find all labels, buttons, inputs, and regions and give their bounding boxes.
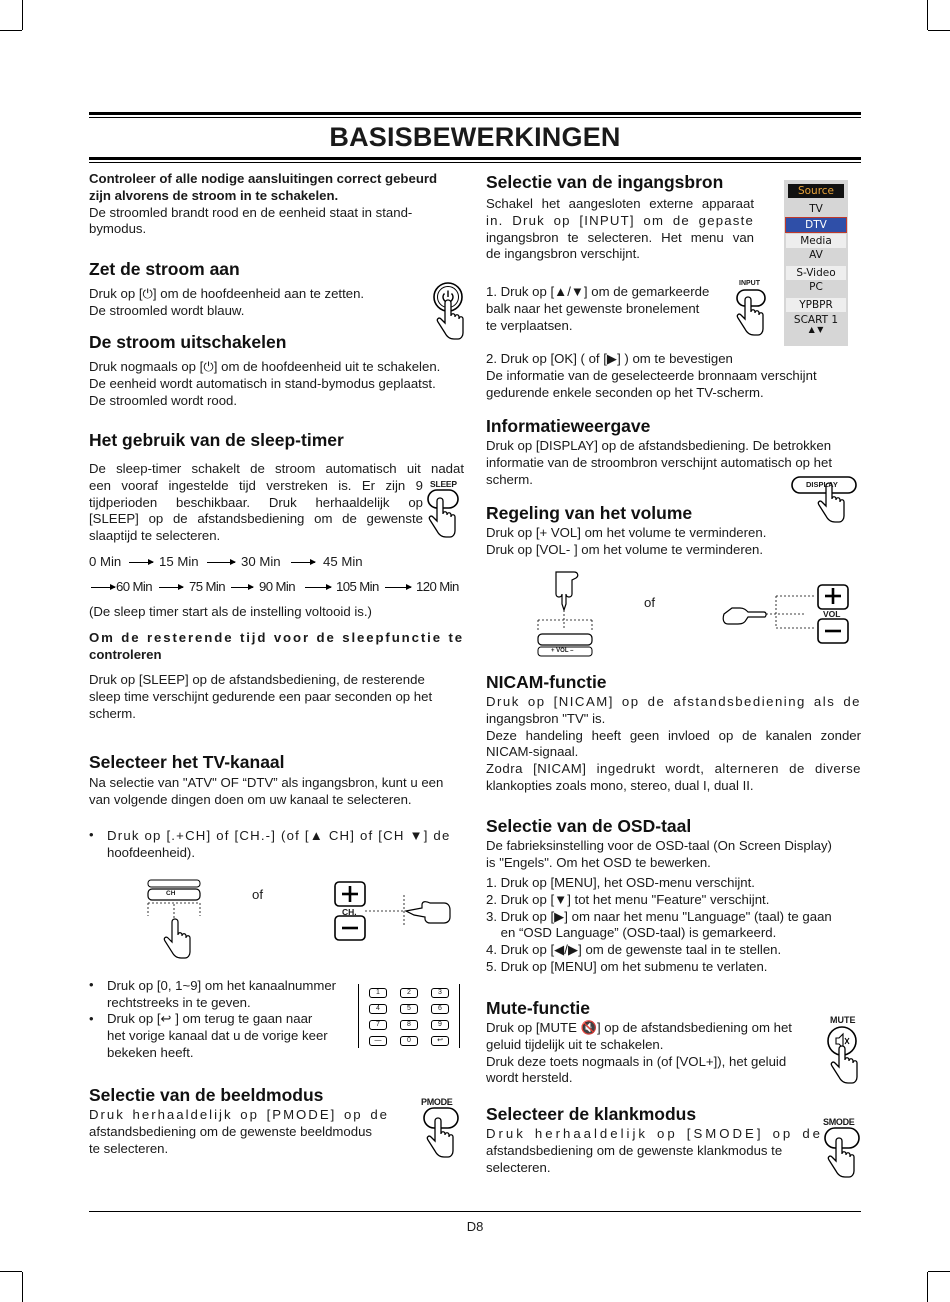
channel-bullet3: Druk op [↩ ] om terug te gaan naar het vorige kanaal dat u de vorige keer bekeken heeft. [107, 1011, 328, 1060]
power-off-text: Druk nogmaals op [⏻] om de hoofdeenheid uit te schakelen. De eenheid wordt automatisch in stand-bymodus geplaatst. De stroomled wordt rood. [89, 359, 441, 408]
channel-or-text: of [252, 887, 263, 902]
bullet: • [89, 827, 94, 842]
channel-text: Na selectie van "ATV" OF “DTV” als ingangsbron, kunt u een van volgende dingen doen om uw kanaal te selecteren. [89, 775, 444, 807]
channel-heading: Selecteer het TV-kanaal [89, 752, 285, 772]
sound-mode-heading: Selecteer de klankmodus [486, 1104, 697, 1124]
arrow-icon [207, 562, 235, 563]
volume-heading: Regeling van het volume [486, 503, 693, 523]
sleep-sequence-row1: 0 Min 15 Min 30 Min 45 Min [89, 554, 363, 569]
arrow-icon [231, 587, 253, 588]
display-button-label: DISPLAY [806, 480, 838, 489]
volume-remote-label: VOL [823, 609, 841, 619]
source-heading: Selectie van de ingangsbron [486, 172, 724, 192]
keypad-key[interactable]: 8 [400, 1020, 418, 1030]
crop-mark [0, 1271, 22, 1272]
title-rule-bottom [89, 157, 861, 160]
page-number: D8 [466, 1219, 484, 1234]
arrow-icon [129, 562, 153, 563]
source-step2: 2. Druk op [OK] ( of [▶] ) om te bevestigen De informatie van de geselecteerde bronnaam verschijnt gedurende enkele seconden op het TV-scherm. [486, 351, 817, 400]
source-menu [784, 180, 848, 346]
source-menu-item[interactable]: AV [809, 249, 823, 261]
crop-mark [928, 30, 950, 31]
sleep-button-hand-icon [426, 489, 460, 543]
sleep-text: De sleep-timer schakelt de stroom automatisch uit nadat een vooraf ingestelde tijd verstreken is. Er zijn 9 tijdperioden beschikbaar. Druk herhaaldelijk op [SLEEP] op de afstandsbediening om de gewenste slaaptijd te selecteren. [89, 461, 464, 544]
source-menu-item[interactable]: Media [786, 234, 846, 248]
info-heading: Informatieweergave [486, 416, 651, 436]
arrow-icon [159, 587, 183, 588]
power-on-text: Druk op [⏻] om de hoofdeenheid aan te zetten. De stroomled wordt blauw. [89, 286, 365, 318]
source-menu-item[interactable]: SCART 1 [793, 314, 839, 326]
power-off-heading: De stroom uitschakelen [89, 332, 287, 352]
footer-rule [89, 1211, 861, 1212]
sleep-heading: Het gebruik van de sleep-timer [89, 430, 344, 450]
page-title: BASISBEWERKINGEN [329, 122, 621, 152]
volume-text: Druk op [+ VOL] om het volume te verminderen. Druk op [VOL- ] om het volume te verminderen. [486, 525, 767, 557]
keypad-key[interactable]: 1 [369, 988, 387, 998]
smode-button-label: SMODE [823, 1117, 855, 1127]
keypad [358, 984, 460, 1048]
power-on-heading: Zet de stroom aan [89, 259, 240, 279]
channel-panel-label: CH [166, 890, 176, 897]
arrow-icon [91, 587, 115, 588]
arrow-icon [291, 562, 315, 563]
pmode-button-label: PMODE [421, 1097, 453, 1107]
crop-mark [927, 1272, 928, 1302]
title-rule-top [89, 112, 861, 115]
volume-or-text: of [644, 595, 655, 610]
arrow-icon [385, 587, 411, 588]
input-button-hand-icon [735, 289, 767, 341]
sleep-sequence-row2: 60 Min 75 Min 90 Min 105 Min 120 Min [89, 579, 464, 595]
source-menu-item[interactable]: PC [809, 281, 823, 293]
crop-mark [927, 0, 928, 30]
keypad-key[interactable]: 3 [431, 988, 449, 998]
sleep-note: (De sleep timer start als de instelling voltooid is.) [89, 604, 372, 619]
volume-panel-hand-icon [534, 568, 596, 660]
nicam-heading: NICAM-functie [486, 672, 607, 692]
osd-steps: 1. Druk op [MENU], het OSD-menu verschijnt. 2. Druk op [▼] tot het menu "Feature" verschijnt. 3. Druk op [▶] om naar het menu "Language" (taal) te gaan en “OSD Language” (OSD-taal) is gemarkeerd. 4. Druk op [◀/▶] om de gewenste taal in te stellen. 5. Druk op [MENU] om het submenu te verlaten. [486, 875, 832, 974]
channel-bullet2: Druk op [0, 1~9] om het kanaalnummer rechtstreeks in te geven. [107, 978, 337, 1010]
smode-button-hand-icon [823, 1127, 861, 1183]
keypad-key[interactable]: 2 [400, 988, 418, 998]
mute-text: Druk op [MUTE 🔇] op de afstandsbediening om het geluid tijdelijk uit te schakelen. Druk deze toets nogmaals in (of [VOL+]), het geluid wordt hersteld. [486, 1020, 792, 1086]
keypad-key[interactable]: 5 [400, 1004, 418, 1014]
mute-heading: Mute-functie [486, 998, 591, 1018]
source-menu-item[interactable]: YPBPR [786, 298, 846, 312]
arrow-icon [305, 587, 331, 588]
mute-button-hand-icon [826, 1025, 860, 1087]
osd-text: De fabrieksinstelling voor de OSD-taal (On Screen Display) is "Engels". Om het OSD te bewerken. [486, 838, 832, 870]
info-text: Druk op [DISPLAY] op de afstandsbediening. De betrokken informatie van de stroombron verschijnt automatisch op het scherm. [486, 438, 832, 487]
bullet: • [89, 1011, 94, 1026]
osd-heading: Selectie van de OSD-taal [486, 816, 692, 836]
keypad-key[interactable]: 9 [431, 1020, 449, 1030]
pmode-button-hand-icon [422, 1107, 460, 1165]
source-text: Schakel het aangesloten externe apparaat in. Druk op [INPUT] om de gepaste ingangsbron te selecteren. Het menu van de ingangsbron verschijnt. [486, 196, 754, 262]
source-menu-header: Source [788, 184, 844, 198]
source-menu-item[interactable]: TV [809, 203, 823, 215]
picture-mode-heading: Selectie van de beeldmodus [89, 1085, 324, 1105]
channel-bullet1: Druk op [.+CH] of [CH.-] (of [▲ CH] of [CH ▼] de hoofdeenheid). [107, 828, 451, 860]
sleep-check-text: Druk op [SLEEP] op de afstandsbediening, de resterende sleep time verschijnt gedurende een paar seconden op het scherm. [89, 672, 433, 721]
intro-text: Controleer of alle nodige aansluitingen correct gebeurd zijn alvorens de stroom in te schakelen. De stroomled brandt rood en de eenheid staat in stand- bymodus. [89, 171, 438, 237]
source-step1: 1. Druk op [▲/▼] om de gemarkeerde balk naar het gewenste bronelement te verplaatsen. [486, 284, 710, 333]
keypad-key[interactable]: 4 [369, 1004, 387, 1014]
title-rule-top-thin [89, 117, 861, 118]
picture-mode-text: Druk herhaaldelijk op [PMODE] op de afstandsbediening om de gewenste beeldmodus te selecteren. [89, 1107, 389, 1156]
crop-mark [22, 0, 23, 30]
volume-panel-label: + VOL – [551, 648, 574, 654]
keypad-key[interactable]: 7 [369, 1020, 387, 1030]
nicam-text: Druk op [NICAM] op de afstandsbediening als de ingangsbron "TV" is. Deze handeling heeft geen invloed op de kanalen zonder NICAM-signaal. Zodra [NICAM] ingedrukt wordt, alterneren de diverse klankopties zoals mono, stereo, dual I, dual II. [486, 694, 861, 793]
crop-mark [22, 1272, 23, 1302]
sound-mode-text: Druk herhaaldelijk op [SMODE] op de afstandsbediening om de gewenste klankmodus te selecteren. [486, 1126, 823, 1175]
keypad-key[interactable]: — [369, 1036, 387, 1046]
source-menu-item[interactable]: S-Video [786, 266, 846, 280]
channel-remote-label: CH. [342, 907, 357, 917]
crop-mark [928, 1271, 950, 1272]
crop-mark [0, 30, 22, 31]
title-rule-bottom-thin [89, 162, 861, 163]
input-button-label: INPUT [739, 280, 760, 287]
bullet: • [89, 977, 94, 992]
keypad-key[interactable]: 0 [400, 1036, 418, 1046]
power-button-hand-icon [432, 281, 466, 343]
sleep-check-heading: Om de resterende tijd voor de sleepfunctie te controleren [89, 630, 464, 662]
keypad-key[interactable]: ↩ [431, 1036, 449, 1046]
mute-button-label: MUTE [830, 1015, 856, 1025]
sleep-button-label: SLEEP [430, 479, 457, 489]
source-menu-scroll-arrows[interactable]: ▲ ▼ [808, 325, 824, 334]
keypad-key[interactable]: 6 [431, 1004, 449, 1014]
source-menu-item-selected[interactable]: DTV [786, 218, 846, 232]
